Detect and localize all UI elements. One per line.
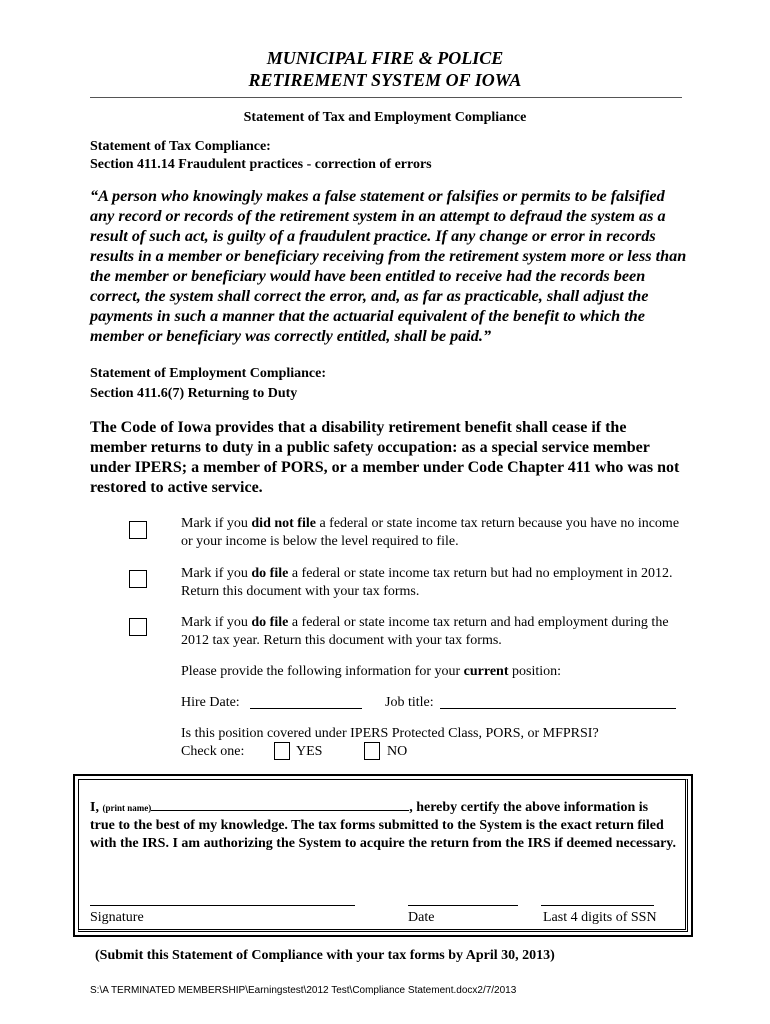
no-checkbox[interactable] — [364, 742, 380, 760]
header-divider — [90, 97, 682, 98]
check-one-label: Check one: — [181, 744, 245, 759]
title-line-1: MUNICIPAL FIRE & POLICE — [266, 48, 504, 68]
ssn-line[interactable] — [541, 905, 654, 906]
signature-line[interactable] — [90, 905, 355, 906]
job-title-field[interactable] — [440, 708, 676, 709]
filed-no-employment-checkbox[interactable] — [129, 570, 147, 588]
yes-checkbox[interactable] — [274, 742, 290, 760]
did-not-file-checkbox[interactable] — [129, 521, 147, 539]
code-of-iowa-text: The Code of Iowa provides that a disability retirement benefit shall cease if the member returns to duty in a public safety occupation: as a special service member under IPERS; a member of PORS, or a member under Code Chapter 411 who was not restored to active service. — [90, 419, 680, 496]
fraud-statute-quote: “A person who knowingly makes a false statement or falsifies or permits to be falsified any record or records of the retirement system in an attempt to defraud the system as a result of such act, is guilty of a fraudulent practice. If any change or error in records results in a member or beneficiary receiving from the retirement system more or less than the member or beneficiary would have been entitled to receive had the records been correct, the system shall correct the error, and, as far as practicable, shall adjust the payments in such a manner that the actuarial equivalent of the benefit to which the member or beneficiary was correctly entitled, shall be paid.” — [90, 187, 687, 345]
option-filed-no-employment-text: Mark if you do file a federal or state income tax return but had no employment in 2012. Return this document with your tax forms. — [181, 566, 673, 599]
date-label: Date — [408, 910, 435, 925]
job-title-label: Job title: — [385, 695, 434, 710]
print-name-label: (print name) — [102, 803, 152, 813]
current-position-prompt: Please provide the following information for your current position: — [181, 664, 562, 679]
submission-deadline-note: (Submit this Statement of Compliance with your tax forms by April 30, 2013) — [95, 948, 555, 963]
yes-label: YES — [296, 744, 323, 759]
filed-with-employment-checkbox[interactable] — [129, 618, 147, 636]
print-name-field[interactable] — [151, 797, 409, 811]
no-label: NO — [387, 744, 408, 759]
tax-section-title: Section 411.14 Fraudulent practices - correction of errors — [90, 157, 432, 172]
title-line-2: RETIREMENT SYSTEM OF IOWA — [248, 70, 522, 90]
hire-date-label: Hire Date: — [181, 695, 240, 710]
file-path-footer: S:\A TERMINATED MEMBERSHIP\Earningstest\2012 Test\Compliance Statement.docx2/7/2013 — [90, 985, 517, 996]
option-filed-with-employment-text: Mark if you do file a federal or state income tax return and had employment during the 2012 tax year. Return this document with your tax forms. — [181, 615, 669, 648]
signature-label: Signature — [90, 910, 144, 925]
ssn-label: Last 4 digits of SSN — [543, 910, 657, 925]
employment-compliance-heading: Statement of Employment Compliance: — [90, 366, 327, 381]
hire-date-field[interactable] — [250, 708, 362, 709]
tax-compliance-heading: Statement of Tax Compliance: — [90, 139, 271, 154]
option-did-not-file-text: Mark if you did not file a federal or state income tax return because you have no income or your income is below the level required to file. — [181, 516, 680, 549]
date-line[interactable] — [408, 905, 518, 906]
certification-statement: I, (print name) , hereby certify the above information is true to the best of my knowledge. The tax forms submitted to the System is the exact return filed with the IRS. I am authorizing the System to acquire the return from the IRS if deemed necessary. — [90, 797, 680, 853]
coverage-question: Is this position covered under IPERS Protected Class, PORS, or MFPRSI? — [181, 726, 599, 741]
employment-section-title: Section 411.6(7) Returning to Duty — [90, 386, 298, 401]
page-subtitle: Statement of Tax and Employment Compliance — [243, 110, 527, 125]
